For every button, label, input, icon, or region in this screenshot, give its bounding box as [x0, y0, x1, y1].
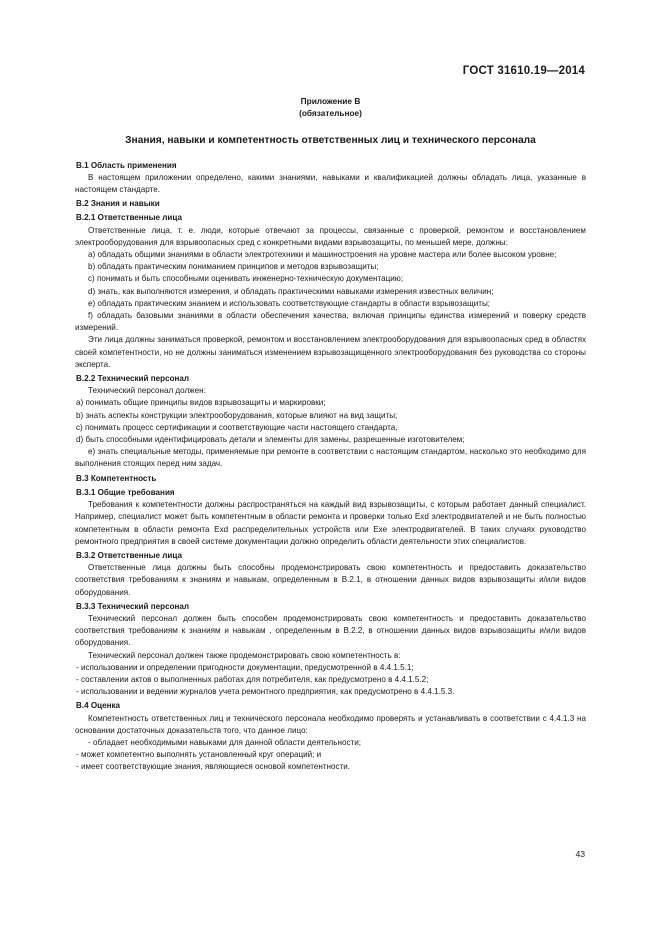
list-item: с) понимать и быть способными оценивать инженерно-техническую документацию;	[88, 274, 404, 284]
section-b21-title: В.2.1 Ответственные лица	[76, 213, 182, 223]
list-item: - имеет соответствующие знания, являющиеся основой компетентности.	[76, 762, 351, 772]
section-b1-paragraph: В настоящем приложении определено, какими знаниями, навыками и квалификацией должны обладать лица, указанные в настоящем стандарте.	[75, 172, 586, 195]
section-b32-paragraph: Ответственные лица должны быть способны продемонстрировать свою компетентность и предоставить доказательство соответствия требованиям к знаниям и навыкам, определенным в В.2.1, в отношении данных видов взрывозащиты и/или видов оборудования.	[75, 563, 586, 597]
list-item: с) понимать процесс сертификации и соответствующие части настоящего стандарта,	[76, 422, 398, 432]
list-item: d) знать, как выполняются измерения, и обладать практическими навыками измерения известных величин;	[88, 286, 494, 296]
section-b33-paragraph: Технический персонал должен быть способен продемонстрировать свою компетентность и предоставить доказательство соответствия требованиям к знаниям и навыкам , определенным в В.2.2, в отношении данных видов взрывозащиты и/или видов оборудования.	[75, 613, 586, 648]
list-item: d) быть способными идентифицировать детали и элементы для замены, разрешенные изготовителем;	[76, 435, 465, 445]
section-b2-title: В.2 Знания и навыки	[76, 199, 160, 209]
list-item: е) обладать практическим знанием и использовать соответствующие стандарты в области взрывозащиты;	[88, 298, 491, 308]
section-b32-title: В.3.2 Ответственные лица	[76, 550, 182, 560]
document-code: ГОСТ 31610.19—2014	[462, 65, 585, 77]
list-item: а) понимать общие принципы видов взрывозащиты и маркировки;	[76, 398, 326, 408]
section-b22-paragraph: Технический персонал должен:	[88, 386, 206, 396]
list-item: - использовании и определении пригодности документации, предусмотренной в 4.4.1.5.1;	[76, 662, 414, 672]
section-b1-title: В.1 Область применения	[76, 160, 177, 170]
section-b4-paragraph: Компетентность ответственных лиц и технического персонала необходимо проверять и устанавливать в соответствии с 4.4.1.3 на основании достаточных доказательств того, что данное лицо:	[75, 713, 586, 735]
appendix-status: (обязательное)	[299, 108, 362, 119]
appendix-title: Приложение В	[300, 96, 361, 106]
section-b31-title: В.3.1 Общие требования	[76, 487, 175, 497]
section-b33-title: В.3.3 Технический персонал	[76, 601, 190, 611]
appendix-heading: Знания, навыки и компетентность ответственных лиц и технического персонала	[125, 135, 536, 147]
list-item: е) знать специальные методы, применяемые при ремонте в соответствии с настоящим стандартом, насколько это необходимо для выполнения стоящих перед ним задач.	[75, 447, 586, 469]
list-item: а) обладать общими знаниями в области электротехники и машиностроения на уровне мастера или более высоком уровне;	[88, 250, 557, 260]
section-b21-paragraph: Ответственные лица, т. е. люди, которые отвечают за процессы, связанные с проверкой, ремонтом и восстановлением электрооборудования для взрывоопасных сред с конкретными видами взрывозащиты, по меньшей мере, должны:	[75, 225, 586, 247]
list-item: - обладает необходимыми навыками для данной области деятельности;	[88, 737, 361, 747]
list-item: - использовании и ведении журналов учета ремонтного предприятия, как предусмотрено в 4.4.1.5.3.	[76, 687, 455, 697]
section-b31-paragraph: Требования к компетентности должны распространяться на каждый вид взрывозащиты, с которым работает данный специалист. Например, специалист может быть компетентным в области ремонта и проверки только Exd электродвигателей и не быть полностью компетентным в области ремонта Exd распределительных устройств или Exe электродвигателей. В таких случаях руководство ремонтного предприятия в своей системе документации должно определить области деятельности этих специалистов.	[75, 500, 586, 546]
list-item: - может компетентно выполнять установленный круг операций; и	[76, 750, 322, 760]
section-b3-title: В.3 Компетентность	[76, 473, 157, 483]
list-item: - составлении актов о выполненных работах для потребителя, как предусмотрено в 4.4.1.5.2;	[76, 674, 429, 684]
list-item: b) обладать практическим пониманием принципов и методов взрывозащиты;	[88, 262, 379, 272]
section-b22-title: В.2.2 Технический персонал	[76, 374, 190, 384]
section-b33-paragraph-2: Технический персонал должен также продемонстрировать свою компетентность в:	[88, 650, 401, 660]
list-item: b) знать аспекты конструкции электрооборудования, которые влияют на вид защиты;	[76, 410, 398, 420]
section-b4-title: В.4 Оценка	[76, 701, 121, 711]
section-b21-paragraph-2: Эти лица должны заниматься проверкой, ремонтом и восстановлением электрооборудования для взрывоопасных сред в областях своей компетентности, но не должны заниматься изменением взрывозащищенного электрооборудования без руководства со стороны эксперта.	[75, 335, 586, 369]
page-content	[75, 95, 586, 774]
page-number: 43	[575, 849, 585, 859]
list-item: f) обладать базовыми знаниями в области обеспечения качества, включая принципы единства измерений и поверку средств измерений.	[75, 311, 586, 333]
